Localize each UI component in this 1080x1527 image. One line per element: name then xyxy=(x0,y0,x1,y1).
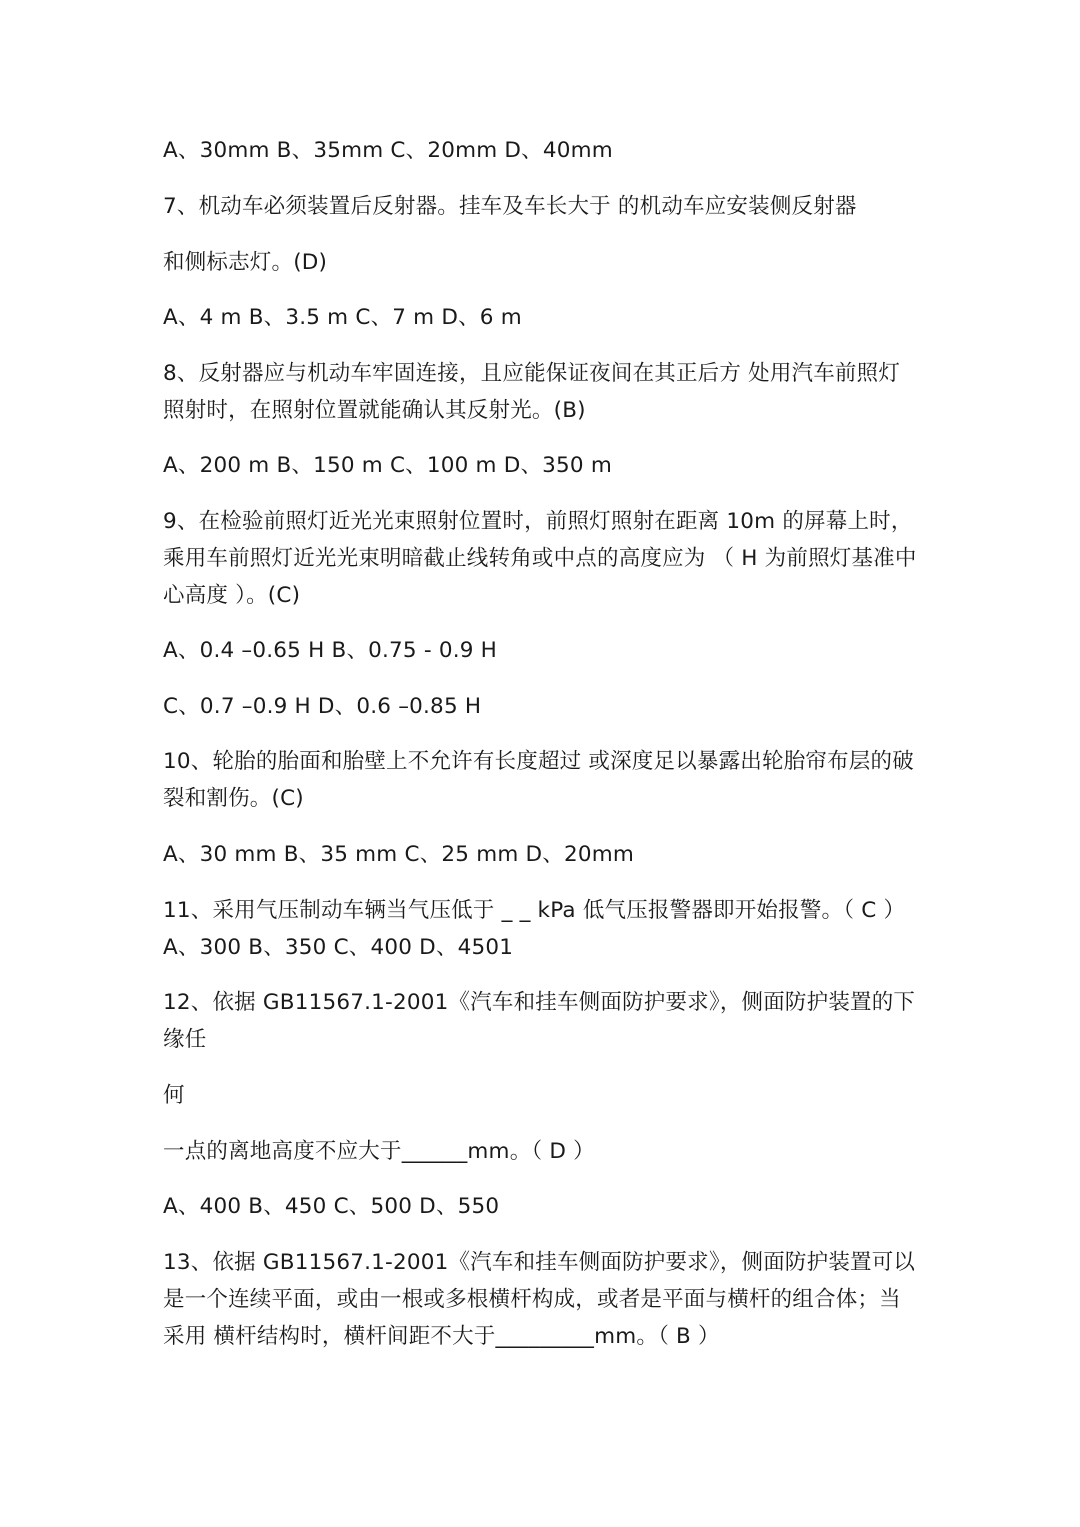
question-9-line-2: 乘用车前照灯近光光束明暗截止线转角或中点的高度应为 （ H 为前照灯基准中 xyxy=(163,546,917,571)
options-q9-line-1: A、0.4 –0.65 H B、0.75 - 0.9 H xyxy=(163,638,498,663)
question-8-line-1: 8、反射器应与机动车牢固连接，且应能保证夜间在其正后方 处用汽车前照灯 xyxy=(163,361,901,386)
question-13-line-3: 采用 横杆结构时，横杆间距不大于_________mm。（ B ） xyxy=(163,1324,720,1349)
options-q11: A、300 B、350 C、400 D、4501 xyxy=(163,935,514,960)
question-9-line-1: 9、在检验前照灯近光光束照射位置时，前照灯照射在距离 10m 的屏幕上时， xyxy=(163,509,913,534)
question-10-line-2: 裂和割伤。(C) xyxy=(163,786,304,811)
question-13-line-2: 是一个连续平面，或由一根或多根横杆构成，或者是平面与横杆的组合体；当 xyxy=(163,1287,901,1312)
question-13-line-1: 13、依据 GB11567.1-2001《汽车和挂车侧面防护要求》，侧面防护装置可以 xyxy=(163,1250,916,1275)
options-q12: A、400 B、450 C、500 D、550 xyxy=(163,1194,500,1219)
options-q6: A、30mm B、35mm C、20mm D、40mm xyxy=(163,138,613,163)
question-11: 11、采用气压制动车辆当气压低于 _ _ kPa 低气压报警器即开始报警。（ C ） xyxy=(163,898,906,923)
question-12-line-2: 缘任 xyxy=(163,1027,207,1052)
question-9-line-3: 心高度 ）。(C) xyxy=(163,583,301,608)
options-q10: A、30 mm B、35 mm C、25 mm D、20mm xyxy=(163,842,635,867)
options-q9-line-2: C、0.7 –0.9 H D、0.6 –0.85 H xyxy=(163,694,482,719)
question-12-line-1: 12、依据 GB11567.1-2001《汽车和挂车侧面防护要求》，侧面防护装置的下 xyxy=(163,990,916,1015)
options-q8: A、200 m B、150 m C、100 m D、350 m xyxy=(163,453,612,478)
question-8-line-2: 照射时，在照射位置就能确认其反射光。(B) xyxy=(163,398,586,423)
question-7-line-2: 和侧标志灯。(D) xyxy=(163,250,328,275)
question-12-line-4: 一点的离地高度不应大于______mm。（ D ） xyxy=(163,1139,595,1164)
question-12-line-3: 何 xyxy=(163,1083,185,1108)
question-10-line-1: 10、轮胎的胎面和胎壁上不允许有长度超过 或深度足以暴露出轮胎帘布层的破 xyxy=(163,749,914,774)
question-7-line-1: 7、机动车必须装置后反射器。挂车及车长大于 的机动车应安装侧反射器 xyxy=(163,194,857,219)
options-q7: A、4 m B、3.5 m C、7 m D、6 m xyxy=(163,305,522,330)
